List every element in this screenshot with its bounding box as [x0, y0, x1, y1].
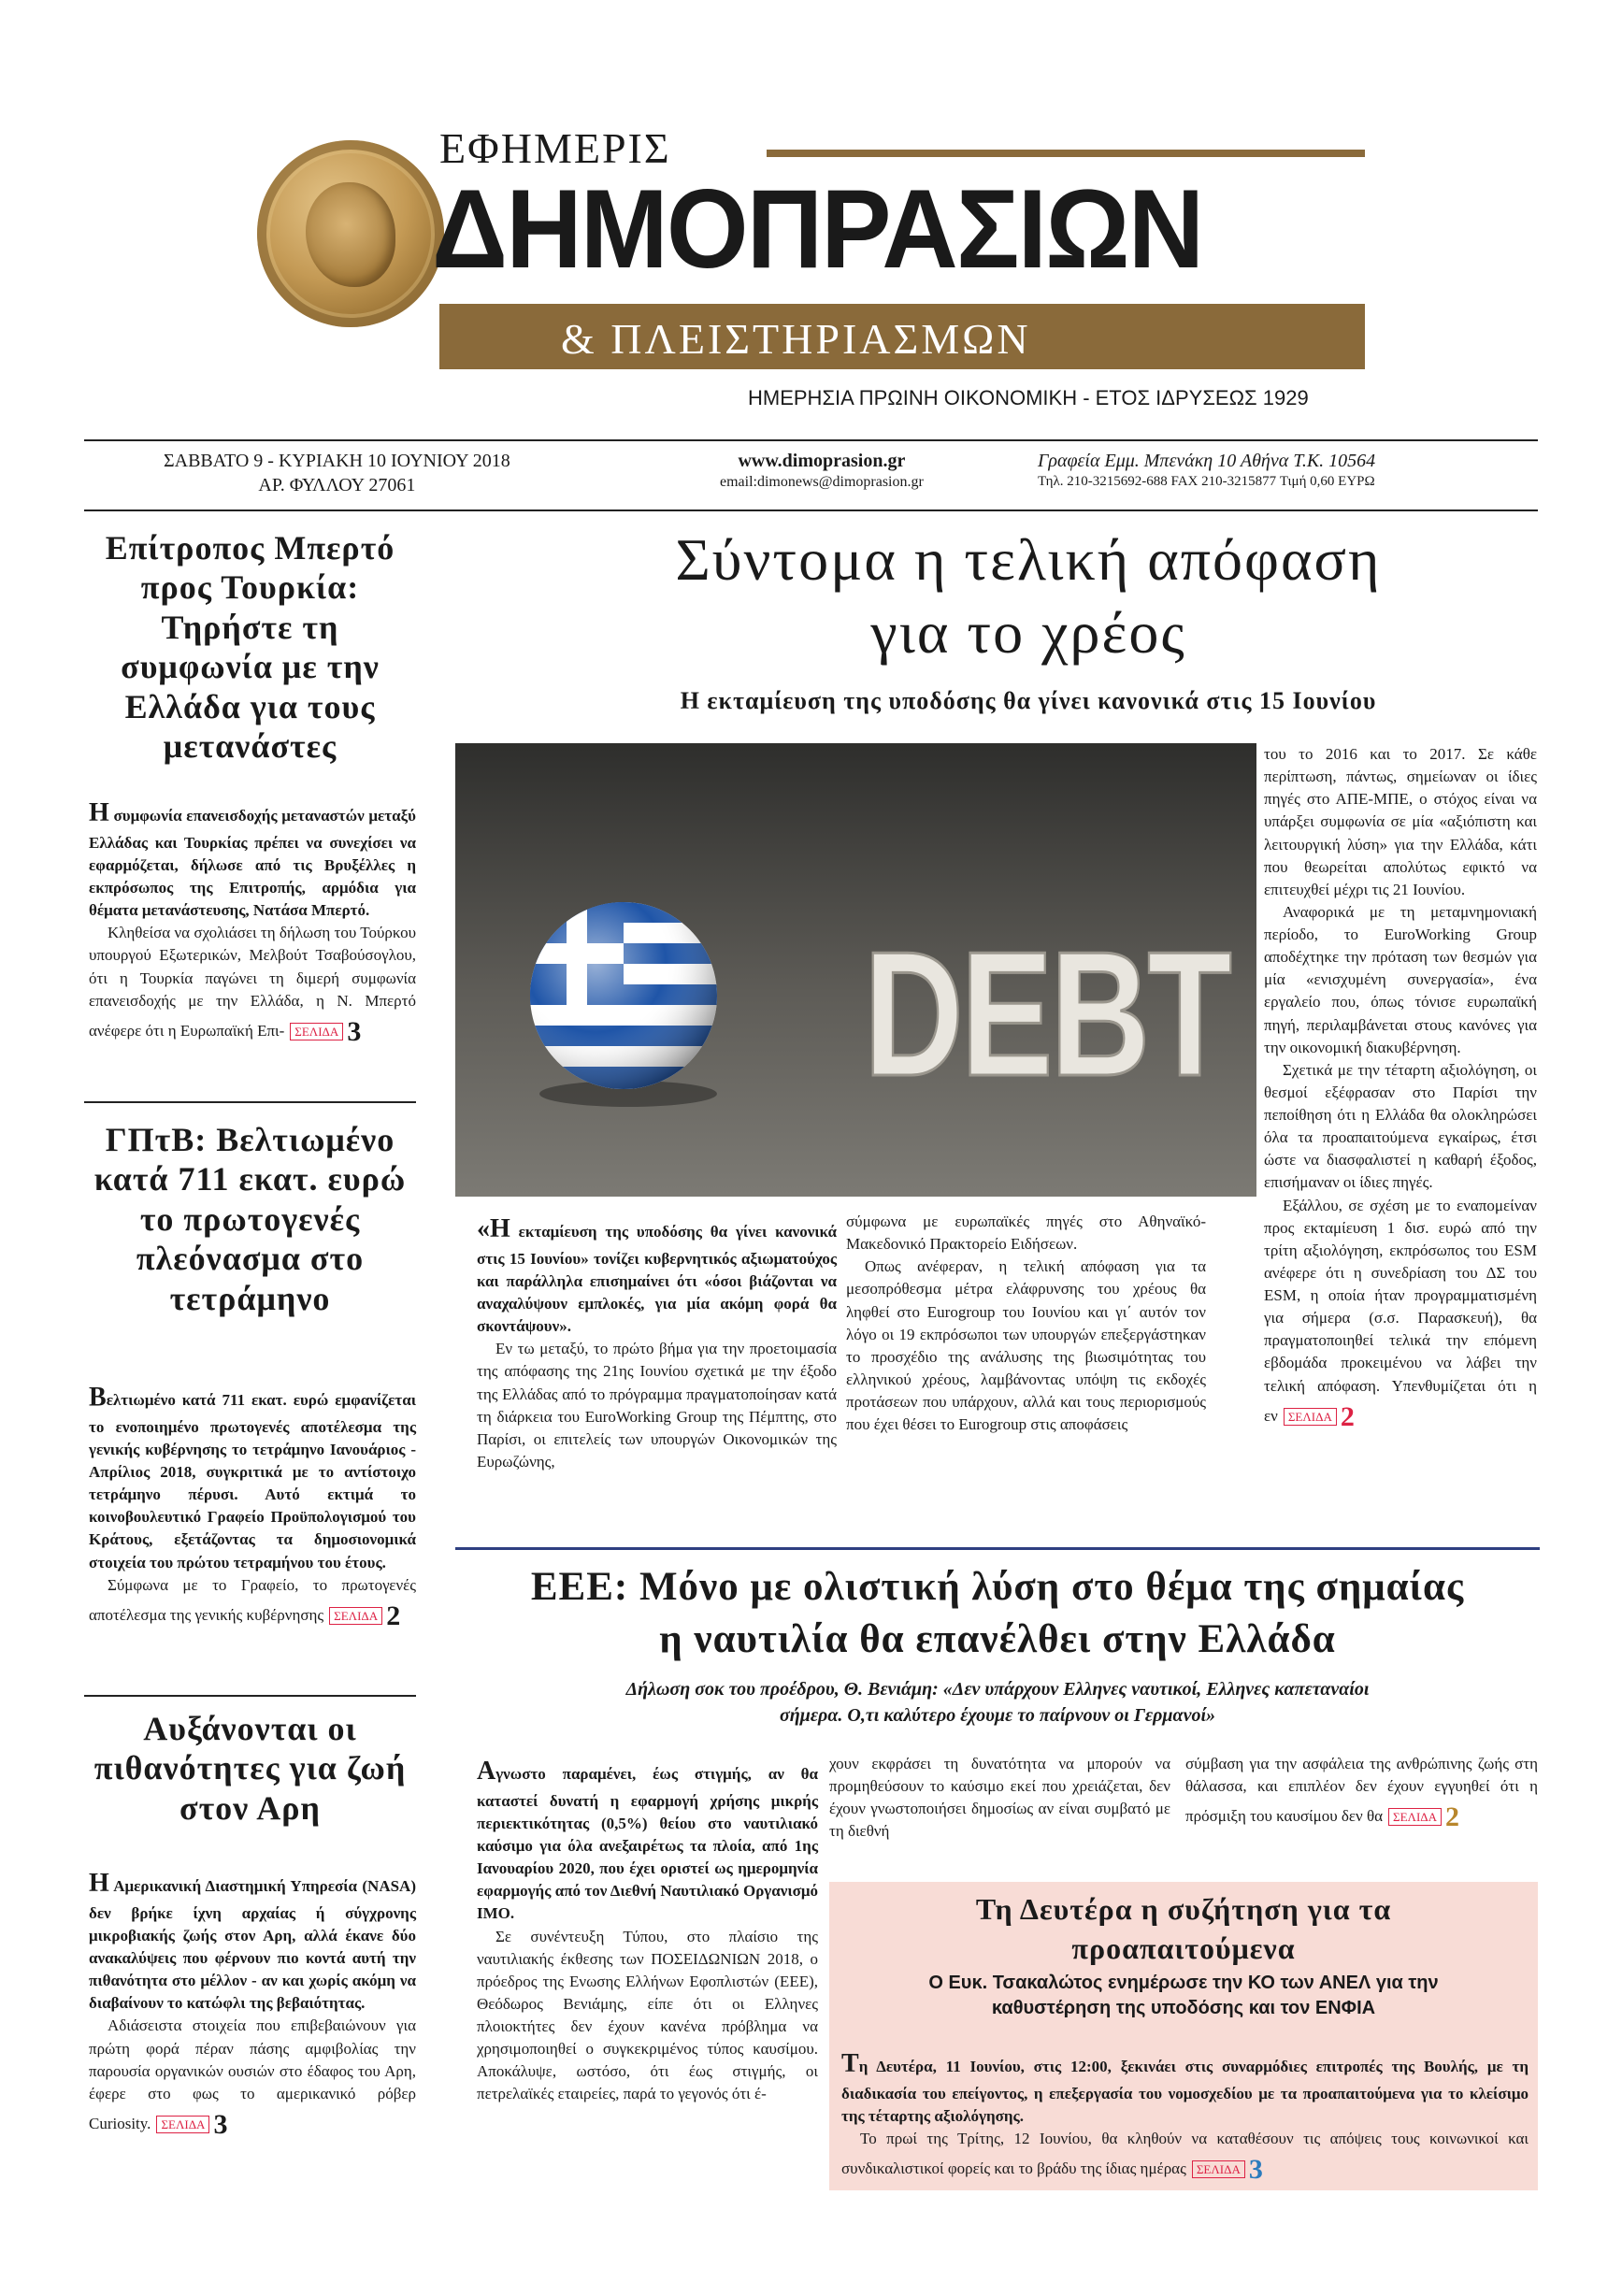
page-ref-icon[interactable]: ΣΕΛΙΔΑ — [1284, 1408, 1337, 1426]
page-ref-icon[interactable]: ΣΕΛΙΔΑ — [329, 1607, 382, 1625]
box-headline[interactable]: Τη Δευτέρα η συζήτηση για τα προαπαιτούμενα — [975, 1892, 1392, 1965]
main-col1: «Η εκταμίευση της υποδόσης θα γίνει κανονικά στις 15 Ιουνίου» τονίζει κυβερνητικός αξιωματούχος και παράλληλα επισημαίνει ότι «όσοι βιάζονται να αναχαλύψουν εμπλοκές, για μία ακόμη φορά θα σκοντάψουν». Εν τω μεταξύ, το πρώτο βήμα για την προετοιμασία της απόφασης της 21ης Ιουνίου σχετικά με την έξοδο της Ελλάδας από το πρόγραμμα πραγματοποίησαν κατά τη διάρκεια του EuroWorking Group της Πέμπτης, στο Παρίσι, οι επιτελείς των υπουργών Οικονομικών της Ευρωζώνης, — [477, 1214, 837, 1471]
page-ref-icon[interactable]: ΣΕΛΙΔΑ — [1192, 2160, 1245, 2178]
page-ref-icon[interactable]: ΣΕΛΙΔΑ — [156, 2116, 209, 2133]
coin-logo — [257, 140, 444, 327]
masthead-subtitle: & ΠΛΕΙΣΤΗΡΙΑΣΜΩΝ — [561, 315, 1031, 363]
eee-col3: σύμβαση για την ασφάλεια της ανθρώπινης ζωής στη θάλασσα, και επιπλέον δεν έχουν εγγυηθεί ότι η πρόσμιξη του καυσίμου δεν θα ΣΕΛΙΔΑ 2 — [1185, 1755, 1538, 1833]
masthead-tagline: ΗΜΕΡΗΣΙΑ ΠΡΩΙΝΗ ΟΙΚΟΝΟΜΙΚΗ - ΕΤΟΣ ΙΔΡΥΣΕΩΣ 1929 — [748, 386, 1309, 409]
masthead-title: ΔΗΜΟΠΡΑΣΙΩΝ — [432, 166, 1203, 292]
article-headline[interactable]: ΓΠτΒ: Βελτιωμένο κατά 711 εκατ. ευρώ το πρωτογενές πλεόνασμα στο τετράμηνο — [93, 1121, 407, 1317]
header-website[interactable]: www.dimoprasion.gr email:dimonews@dimoprasion.gr — [720, 451, 924, 490]
main-subheadline: Η εκταμίευση της υποδόσης θα γίνει κανονικά στις 15 Ιουνίου — [680, 687, 1377, 714]
article-body: Η συμφωνία επανεισδοχής μεταναστών μεταξύ Ελλάδας και Τουρκίας πρέπει να συνεχίσει να εφαρμόζεται, δήλωσε από τις Βρυξέλλες η εκπρόσωπος της Επιτροπής, αρμόδια για θέματα μετανάστευσης, Νατάσα Μπερτό. Κληθείσα να σχολιάσει τη δήλωση του Τούρκου υπουργού Εξωτερικών, Μελβούτ Τσαβούσογλου, ότι η Τουρκία παγώνει τη διμερή συμφωνία επανεισδοχής με την Ελλάδα, η Ν. Μπερτό ανέφερε ότι η Ευρωπαϊκή Επι- ΣΕΛΙΔΑ 3 — [89, 798, 416, 1047]
header-date: ΣΑΒΒΑΤΟ 9 - ΚΥΡΙΑΚΗ 10 ΙΟΥΝΙΟΥ 2018 ΑΡ. ΦΥΛΛΟΥ 27061 — [164, 451, 510, 495]
header-offices: Γραφεία Εμμ. Μπενάκη 10 Αθήνα Τ.Κ. 10564 Τηλ. 210-3215692-688 FAX 210-3215877 Τιμή 0,60 ΕΥΡΩ — [1038, 451, 1376, 489]
debt-word: DEBT — [863, 915, 1229, 1114]
article-headline[interactable]: Επίτροπος Μπερτό προς Τουρκία: Τηρήστε τη συμφωνία με την Ελλάδα για τους μετανάστες — [105, 529, 395, 766]
main-col2: σύμφωνα με ευρωπαϊκές πηγές στο Αθηναϊκό-Μακεδονικό Πρακτορείο Ειδήσεων. Οπως ανέφεραν, η τελική απόφαση για τα μεσοπρόθεσμα μέτρα ελάφρυνσης του χρέους θα ληφθεί στο Eurogroup του Ιουνίου και γι΄ αυτόν τον λόγο οι 19 εκπρόσωποι των υπουργών επεξεργάστηκαν το προσχέδιο της ανάλυσης της βιωσιμότητας του ελληνικού χρέους, λαμβάνοντας υπόψη τις εκδοχές προτάσεων που υπάρχουν, αλλά και τους περιορισμούς που έχει θέσει το Eurogroup στις αποφάσεις — [846, 1213, 1206, 1434]
header-rule-top — [84, 439, 1538, 441]
eee-subheadline: Δήλωση σοκ του προέδρου, Θ. Βενιάμη: «Δεν υπάρχουν Ελληνες ναυτικοί, Ελληνες καπεταναίοι σήμερα. Ο,τι καλύτερο έχουμε το παίρνουν οι Γερμανοί» — [625, 1679, 1370, 1726]
divider — [84, 1101, 416, 1103]
article-body: Η Αμερικανική Διαστημική Υπηρεσία (NASA) δεν βρήκε ίχνη αρχαίας ή σύγχρονης μικροβιακής ζωής στον Αρη, αλλά έκανε δύο ανακαλύψεις που φέρνουν πιο κοντά αυτή την πιθανότητα στο μέλλον - αν και χωρίς ακόμη να διαβαίνουν το κατώφλι της βεβαιότητας. Αδιάσειστα στοιχεία που επιβεβαιώνουν για πρώτη φορά πέραν πάσης αμφιβολίας την παρουσία οργανικών ουσιών στο έδαφος του Αρη, έφερε στο φως το αμερικανικό ρόβερ Curiosity. ΣΕΛΙΔΑ 3 — [89, 1869, 416, 2140]
main-right-column: του το 2016 και το 2017. Σε κάθε περίπτωση, πάντως, σημείωναν οι ίδιες πηγές στο ΑΠΕ-ΜΠΕ, ο στόχος είναι να υπάρξει συμφωνία σε μία «αξιόπιστη και λειτουργική λύση» για την Ελλάδα, κάτι που θεωρείται απολύτως εφικτό να επιτευχθεί μέχρι τις 21 Ιουνίου. Αναφορικά με τη μεταμνημονιακή περίοδο, το EuroWorking Group αποδέχτηκε την πρόταση των θεσμών για μία «ενισχυμένη συνεργασία», ένα εργαλείο που, όπως τόνισε ευρωπαϊκή πηγή, περιλαμβάνεται στους κανόνες για την οικονομική διακυβέρνηση. Σχετικά με την τέταρτη αξιολόγηση, οι θεσμοί εξέφρασαν στο Παρίσι την πεποίθηση ότι η Ελλάδα θα ολοκληρώσει όλα τα προαπαιτούμενα εγκαίρως, έτσι ώστε να διασφαλιστεί η καθαρή έξοδος, επισήμαναν οι ίδιες πηγές. Εξάλλου, σε σχέση με το εναπομείναν προς εκταμίευση 1 δισ. ευρώ από την τρίτη αξιολόγηση, εκπρόσωπος του ESM ανέφερε ότι η συνεδρίαση του ΔΣ του ESM, η οποία ήταν προγραμματισμένη για σήμερα (σ.σ. Παρασκευή), θα πραγματοποιηθεί τελικά την επόμενη εβδομάδα προκειμένου να λάβει την τελική απόφαση. Υπενθυμίζεται ότι η εν ΣΕΛΙΔΑ 2 — [1264, 745, 1537, 1432]
eee-headline[interactable]: ΕΕΕ: Μόνο με ολιστική λύση στο θέμα της σημαίας η ναυτιλία θα επανέλθει στην Ελλάδα — [530, 1565, 1465, 1661]
main-headline[interactable]: Σύντομα η τελική απόφαση για το χρέος — [675, 526, 1382, 667]
article-headline[interactable]: Αυξάνονται οι πιθανότητες για ζωή στον Αρη — [93, 1710, 407, 1827]
page-ref-icon[interactable]: ΣΕΛΙΔΑ — [290, 1023, 343, 1040]
divider — [84, 1695, 416, 1697]
masthead-top-word: ΕΦΗΜΕΡΙΣ — [439, 124, 671, 172]
box-body: Τη Δευτέρα, 11 Ιουνίου, στις 12:00, ξεκινάει στις συναρμόδιες επιτροπές της Βουλής, με τη διαδικασία του επείγοντος, η επεξεργασία του νομοσχεδίου με τα προαπαιτούμενα για το κλείσιμο της τέταρτης αξιολόγησης. Το πρωί της Τρίτης, 12 Ιουνίου, θα κληθούν να καταθέσουν τις απόψεις τους κοινωνικοί και συνδικαλιστικοί φορείς και το βράδυ της ίδιας ημέρας ΣΕΛΙΔΑ 3 — [841, 2049, 1529, 2186]
header-rule-bottom — [84, 509, 1538, 511]
eee-col2: χουν εκφράσει τη δυνατότητα να μπορούν να προμηθεύσουν το καύσιμο εκεί που χρειάζεται, δεν έχουν γνωστοποιήσει δημοσίως αν είναι συμβατό με τη διεθνή — [829, 1755, 1170, 1841]
masthead-rule — [767, 150, 1365, 157]
section-divider — [455, 1547, 1540, 1550]
article-body: Βελτιωμένο κατά 711 εκατ. ευρώ εμφανίζεται το ενοποιημένο πρωτογενές αποτέλεσμα της γενικής κυβέρνησης το τετράμηνο Ιανουάριος - Απρίλιος 2018, συγκριτικά με το αντίστοιχο τετράμηνο πέρυσι. Αυτό εκτιμά το κοινοβουλευτικό Γραφείο Προϋπολογισμού του Κράτους, εξετάζοντας τα δημοσιονομικά στοιχεία του πρώτου τετραμήνου του έτους. Σύμφωνα με το Γραφείο, το πρωτογενές αποτέλεσμα της γενικής κυβέρνησης ΣΕΛΙΔΑ 2 — [89, 1383, 416, 1631]
page-ref-icon[interactable]: ΣΕΛΙΔΑ — [1388, 1808, 1442, 1826]
box-subheadline: Ο Ευκ. Τσακαλώτος ενημέρωσε την ΚΟ των ΑΝΕΛ για την καθυστέρηση της υποδόσης και τον ΕΝΦΙΑ — [928, 1973, 1439, 2018]
debt-photo — [455, 743, 1256, 1197]
eee-col1: Αγνωστο παραμένει, έως στιγμής, αν θα καταστεί δυνατή η εφαρμογή χρήσης μικρής περιεκτικότητας (0,5%) θείου στο ναυτιλιακό καύσιμο για όλα ανεξαιρέτως τα πλοία, από 1ης Ιανουαρίου 2020, που έχει οριστεί ως ημερομηνία εφαρμογής από τον Διεθνή Ναυτιλιακό Οργανισμό ΙΜΟ. Σε συνέντευξη Τύπου, στο πλαίσιο της ναυτιλιακής έκθεσης των ΠΟΣΕΙΔΩΝΙΩΝ 2018, ο πρόεδρος της Ενωσης Ελλήνων Εφοπλιστών (ΕΕΕ), Θεόδωρος Βενιάμης, είπε ότι οι Ελληνες πλοιοκτήτες δεν έχουν κανένα πρόβλημα να χρησιμοποιηθεί ο συγκεκριμένος τύπος καυσίμου. Αποκάλυψε, ωστόσο, ότι έως στιγμής, οι πετρελαϊκές εταιρείες, παρά το γεγονός ότι έ- — [477, 1757, 818, 2103]
